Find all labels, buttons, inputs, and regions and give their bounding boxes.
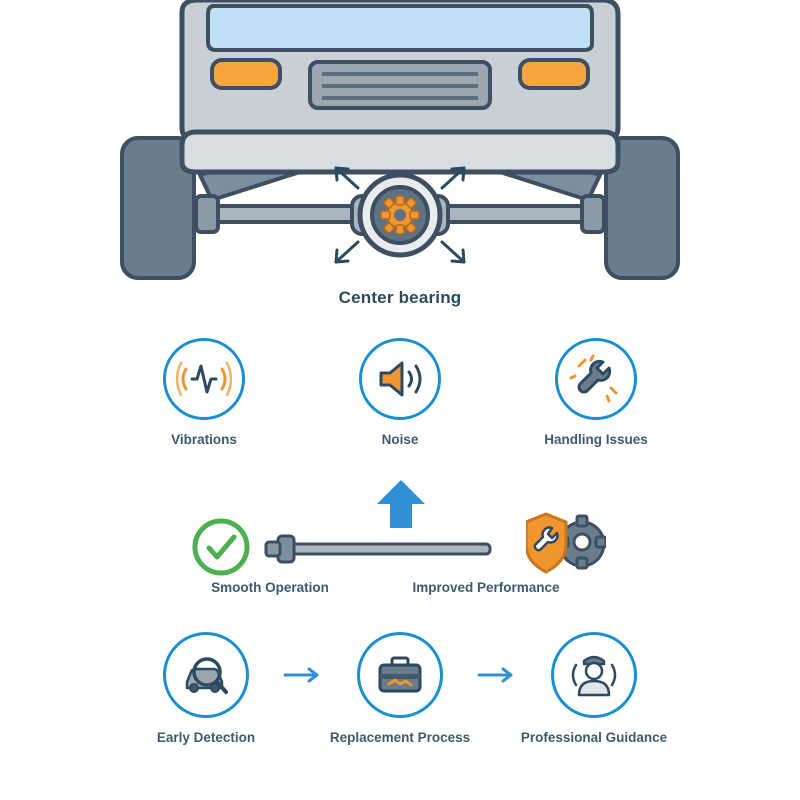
green-check-circle-icon bbox=[190, 516, 252, 578]
symptoms-row bbox=[0, 338, 800, 448]
center-bearing-caption: Center bearing bbox=[338, 288, 462, 307]
benefit-label: Improved Performance bbox=[412, 580, 560, 595]
shield-wrench-gear-icon bbox=[526, 512, 606, 584]
process-label: Early Detection bbox=[156, 730, 256, 745]
car-magnifier-icon bbox=[163, 632, 249, 718]
car-illustration bbox=[0, 0, 800, 290]
chevron-right-arrow-icon bbox=[475, 632, 519, 718]
process-label: Replacement Process bbox=[329, 730, 471, 745]
symptom-handling-issues[interactable] bbox=[526, 338, 666, 448]
speaker-noise-icon bbox=[359, 338, 441, 420]
vibration-wave-icon bbox=[163, 338, 245, 420]
process-label: Professional Guidance bbox=[520, 730, 668, 745]
wrench-handling-icon bbox=[555, 338, 637, 420]
symptom-label: Noise bbox=[381, 432, 419, 447]
mechanic-guidance-icon bbox=[551, 632, 637, 718]
center-bearing-hub bbox=[352, 175, 448, 255]
process-row bbox=[0, 632, 800, 747]
benefit-improved-performance[interactable] bbox=[526, 512, 606, 589]
process-professional-guidance[interactable] bbox=[519, 632, 669, 747]
benefit-label: Smooth Operation bbox=[211, 580, 329, 595]
symptom-label: Vibrations bbox=[171, 432, 237, 447]
process-early-detection[interactable] bbox=[131, 632, 281, 747]
chevron-right-arrow-icon bbox=[281, 632, 325, 718]
symptom-vibrations[interactable] bbox=[134, 338, 274, 448]
benefit-smooth-operation[interactable] bbox=[190, 516, 252, 583]
benefits-row bbox=[0, 508, 800, 608]
driveshaft-illustration bbox=[250, 530, 550, 566]
symptom-noise[interactable] bbox=[330, 338, 470, 448]
toolbox-handshake-icon bbox=[357, 632, 443, 718]
symptom-label: Handling Issues bbox=[544, 432, 648, 447]
process-replacement[interactable] bbox=[325, 632, 475, 747]
